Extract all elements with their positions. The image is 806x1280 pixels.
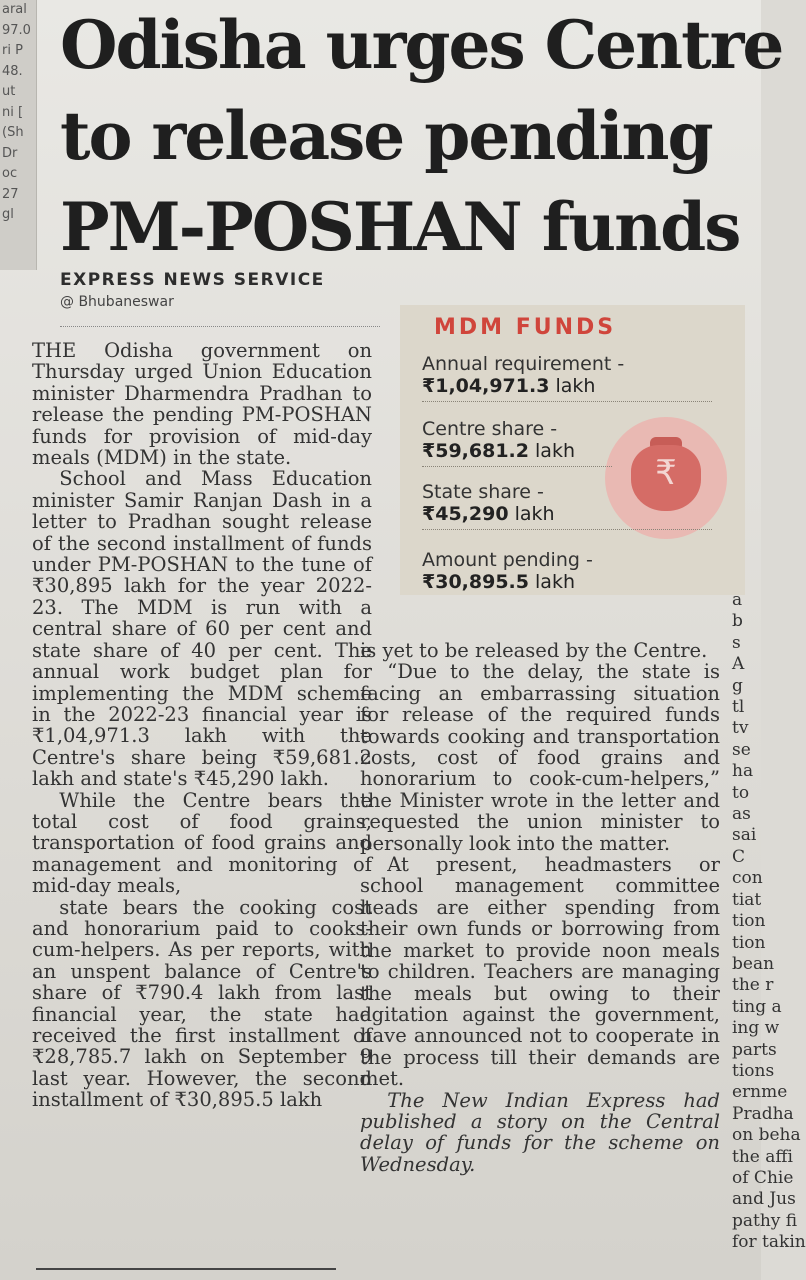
factbox-value: ₹1,04,971.3 lakh bbox=[422, 375, 596, 397]
paragraph: “Due to the delay, the state is facing an embarrassing situation for release of the required funds towards cooking and transportation costs, cost of food grains and honorarium to cook-cum-helpers,” the Minister wrote in the letter and requested the union minister to personally look into the matter. bbox=[360, 660, 720, 855]
fragment-line: b bbox=[732, 611, 743, 632]
fragment-line: se bbox=[732, 739, 751, 760]
fragment-line: ernme bbox=[732, 1082, 788, 1103]
paragraph: The New Indian Express had published a story on the Central delay of funds for the scheme on Wednesday. bbox=[360, 1088, 720, 1176]
factbox-label: Centre share - bbox=[422, 418, 558, 440]
fragment-line: ha bbox=[732, 761, 754, 782]
fragment-line: tion bbox=[732, 932, 766, 953]
fragment-line: ting a bbox=[732, 996, 782, 1017]
headline-line-2: to release pending bbox=[60, 97, 712, 175]
fragment-line: A bbox=[732, 654, 745, 675]
fragment-line: con bbox=[732, 868, 763, 889]
fragment-line: to bbox=[732, 782, 750, 803]
adjacent-column-fragment-left bbox=[0, 0, 37, 270]
headline-line-1: Odisha urges Centre bbox=[60, 6, 783, 84]
factbox-value: ₹30,895.5 lakh bbox=[422, 571, 575, 593]
headline bbox=[60, 0, 783, 273]
fragment-line: sai bbox=[732, 825, 757, 846]
fragment-line: gl bbox=[2, 207, 14, 222]
fragment-line: ri P bbox=[2, 43, 23, 58]
fragment-line: s bbox=[732, 632, 741, 653]
fragment-line: oc bbox=[2, 166, 18, 181]
paragraph: At present, headmasters or school management committee heads are either spending from their own funds or borrowing from the market to provide noon meals to children. Teachers are managing the meals but owing to their agitation against the government, have announced not to cooperate in the process till their demands are met. bbox=[360, 853, 720, 1091]
fragment-line: the r bbox=[732, 975, 774, 996]
headline-line-3: PM-POSHAN funds bbox=[60, 188, 740, 266]
mdm-funds-factbox bbox=[400, 305, 745, 595]
factbox-row-pending bbox=[422, 549, 712, 593]
factbox-row-annual bbox=[422, 353, 712, 402]
fragment-line: of Chie bbox=[732, 1167, 794, 1188]
fragment-line: tv bbox=[732, 718, 749, 739]
factbox-value: ₹59,681.2 lakh bbox=[422, 440, 575, 462]
fragment-line: tion bbox=[732, 911, 766, 932]
fragment-line: g bbox=[732, 675, 743, 696]
paragraph: School and Mass Education minister Samir Ranjan Dash in a letter to Pradhan sought release of the second installment of funds under PM-POSHAN to the tune of ₹30,895 lakh for the year 2022-23. The MDM is run with a central share of 60 per cent and state share of 40 per cent. The annual work budget plan for implementing the MDM scheme in the 2022-23 financial year is ₹1,04,971.3 lakh with the Centre's share being ₹59,681.2 lakh and state's ₹45,290 lakh. bbox=[32, 467, 372, 791]
bottom-divider bbox=[36, 1268, 336, 1270]
fragment-line: on beha bbox=[732, 1125, 801, 1146]
rupee-icon: ₹ bbox=[655, 453, 677, 493]
fragment-line: tl bbox=[732, 697, 745, 718]
fragment-line: the affi bbox=[732, 1146, 793, 1167]
paragraph: While the Centre bears the total cost of food grains, transportation of food grains and management and monitoring of mid-day meals, bbox=[32, 788, 372, 898]
paragraph: THE Odisha government on Thursday urged Union Education minister Dharmendra Pradhan to release the pending PM-POSHAN funds for provision of mid-day meals (MDM) in the state. bbox=[32, 339, 372, 470]
byline-place: @ Bhubaneswar bbox=[60, 294, 174, 310]
paragraph: is yet to be released by the Centre. bbox=[360, 639, 708, 662]
byline-agency: EXPRESS NEWS SERVICE bbox=[60, 270, 325, 290]
factbox-row-state bbox=[422, 481, 712, 530]
fragment-line: Pradha bbox=[732, 1103, 794, 1124]
byline bbox=[60, 270, 380, 327]
fragment-line: tiat bbox=[732, 889, 762, 910]
fragment-line: tions bbox=[732, 1060, 775, 1081]
fragment-line: bean bbox=[732, 953, 775, 974]
fragment-line: (Sh bbox=[2, 125, 24, 140]
fragment-line: and Jus bbox=[732, 1189, 796, 1210]
fragment-line: 27 bbox=[2, 186, 19, 202]
fragment-line: 97.0 bbox=[2, 22, 31, 38]
fragment-line: ing w bbox=[732, 1018, 780, 1039]
fragment-line: 48. bbox=[2, 63, 23, 79]
fragment-line: pathy fi bbox=[732, 1210, 798, 1231]
factbox-label: State share - bbox=[422, 481, 544, 503]
fragment-line: as bbox=[732, 804, 751, 825]
fragment-line: ut bbox=[2, 84, 16, 99]
factbox-title: MDM FUNDS bbox=[434, 315, 617, 340]
fragment-line: ni [ bbox=[2, 104, 24, 120]
article-column-1 bbox=[32, 340, 372, 1111]
fragment-line: parts bbox=[732, 1039, 777, 1060]
fragment-line: aral bbox=[2, 2, 27, 17]
factbox-label: Amount pending - bbox=[422, 549, 593, 571]
factbox-value: ₹45,290 lakh bbox=[422, 503, 555, 525]
fragment-line: C bbox=[732, 846, 746, 867]
article-column-2 bbox=[360, 640, 720, 1175]
adjacent-column-fragment-right bbox=[732, 590, 806, 1280]
byline-divider bbox=[60, 326, 380, 327]
fragment-line: for takin bbox=[732, 1232, 806, 1253]
fragment-line: Dr bbox=[2, 145, 18, 161]
factbox-row-centre bbox=[422, 418, 612, 467]
factbox-label: Annual requirement - bbox=[422, 353, 625, 375]
paragraph: state bears the cooking cost and honorarium paid to cooks-cum-helpers. As per reports, with an unspent balance of Centre's share of ₹790.4 lakh from last financial year, the state had received the first installment of ₹28,785.7 lakh on September 9 last year. However, the second installment of ₹30,895.5 lakh bbox=[32, 895, 372, 1112]
fragment-line: a bbox=[732, 590, 743, 610]
